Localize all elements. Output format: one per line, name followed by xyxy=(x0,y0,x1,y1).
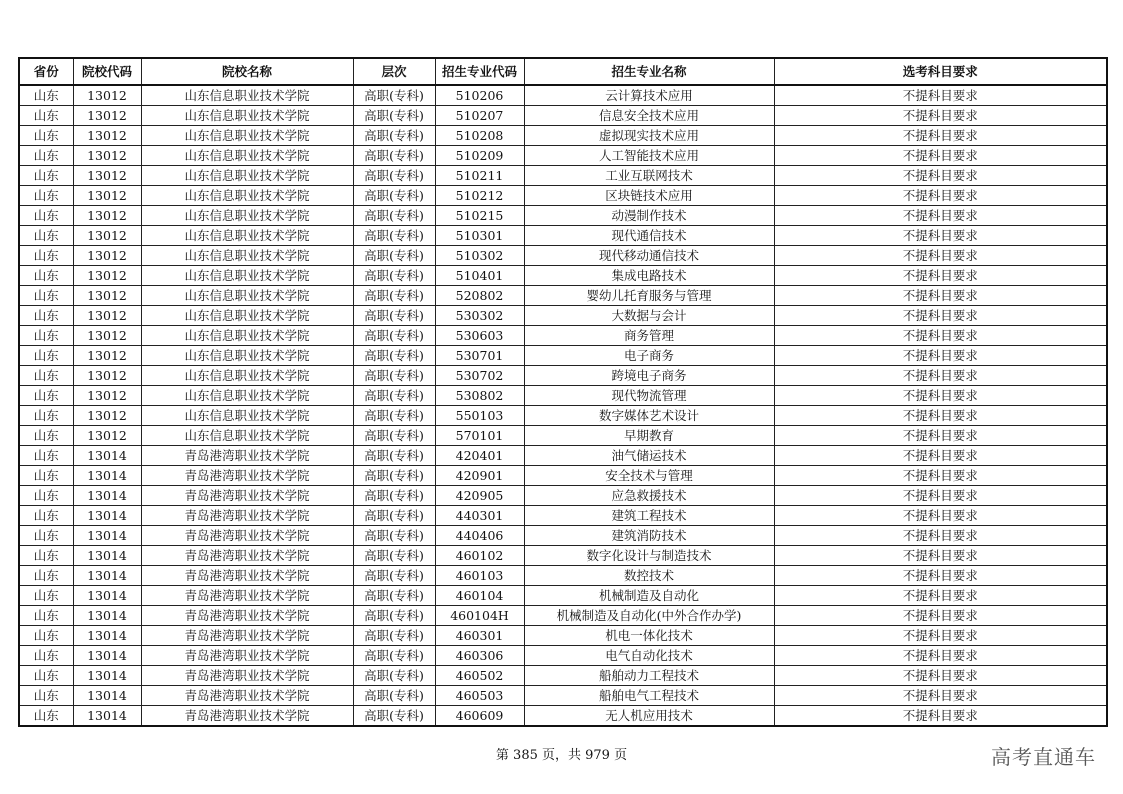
table-row xyxy=(19,606,1107,626)
table-row xyxy=(19,306,1107,326)
cell-level: 高职(专科) xyxy=(353,266,435,286)
cell-school-code: 13012 xyxy=(73,206,141,226)
cell-major-code: 530603 xyxy=(435,326,524,346)
cell-major-name: 机电一体化技术 xyxy=(524,626,774,646)
table-row xyxy=(19,246,1107,266)
cell-major-code: 440301 xyxy=(435,506,524,526)
cell-school-name: 山东信息职业技术学院 xyxy=(141,246,353,266)
cell-school-code: 13014 xyxy=(73,686,141,706)
cell-major-name: 商务管理 xyxy=(524,326,774,346)
cell-school-name: 青岛港湾职业技术学院 xyxy=(141,446,353,466)
cell-major-name: 婴幼儿托育服务与管理 xyxy=(524,286,774,306)
cell-province: 山东 xyxy=(19,186,73,206)
cell-province: 山东 xyxy=(19,346,73,366)
cell-major-code: 460301 xyxy=(435,626,524,646)
cell-major-code: 530702 xyxy=(435,366,524,386)
table-row xyxy=(19,186,1107,206)
table-row xyxy=(19,646,1107,666)
table-header xyxy=(19,58,1107,85)
cell-school-code: 13012 xyxy=(73,366,141,386)
cell-level: 高职(专科) xyxy=(353,206,435,226)
cell-major-name: 云计算技术应用 xyxy=(524,85,774,106)
header-province: 省份 xyxy=(19,58,73,85)
cell-province: 山东 xyxy=(19,546,73,566)
cell-subject-requirement: 不提科目要求 xyxy=(774,586,1107,606)
cell-level: 高职(专科) xyxy=(353,366,435,386)
cell-school-name: 青岛港湾职业技术学院 xyxy=(141,506,353,526)
cell-major-name: 电子商务 xyxy=(524,346,774,366)
cell-school-code: 13012 xyxy=(73,326,141,346)
cell-major-code: 510301 xyxy=(435,226,524,246)
cell-school-code: 13012 xyxy=(73,166,141,186)
cell-level: 高职(专科) xyxy=(353,346,435,366)
cell-level: 高职(专科) xyxy=(353,586,435,606)
cell-subject-requirement: 不提科目要求 xyxy=(774,686,1107,706)
cell-school-code: 13014 xyxy=(73,586,141,606)
header-major-code: 招生专业代码 xyxy=(435,58,524,85)
cell-subject-requirement: 不提科目要求 xyxy=(774,166,1107,186)
cell-subject-requirement: 不提科目要求 xyxy=(774,566,1107,586)
cell-school-name: 山东信息职业技术学院 xyxy=(141,106,353,126)
cell-school-code: 13014 xyxy=(73,566,141,586)
cell-major-name: 虚拟现实技术应用 xyxy=(524,126,774,146)
cell-level: 高职(专科) xyxy=(353,386,435,406)
cell-level: 高职(专科) xyxy=(353,426,435,446)
cell-major-name: 动漫制作技术 xyxy=(524,206,774,226)
cell-level: 高职(专科) xyxy=(353,326,435,346)
cell-school-code: 13014 xyxy=(73,706,141,727)
cell-major-name: 无人机应用技术 xyxy=(524,706,774,727)
cell-school-name: 山东信息职业技术学院 xyxy=(141,406,353,426)
cell-subject-requirement: 不提科目要求 xyxy=(774,106,1107,126)
cell-school-name: 山东信息职业技术学院 xyxy=(141,366,353,386)
cell-level: 高职(专科) xyxy=(353,166,435,186)
table-row xyxy=(19,506,1107,526)
cell-major-code: 460102 xyxy=(435,546,524,566)
cell-level: 高职(专科) xyxy=(353,106,435,126)
table-row xyxy=(19,286,1107,306)
cell-level: 高职(专科) xyxy=(353,666,435,686)
table-row xyxy=(19,85,1107,106)
cell-province: 山东 xyxy=(19,306,73,326)
cell-school-code: 13014 xyxy=(73,446,141,466)
cell-level: 高职(专科) xyxy=(353,246,435,266)
cell-school-code: 13012 xyxy=(73,186,141,206)
cell-province: 山东 xyxy=(19,566,73,586)
cell-subject-requirement: 不提科目要求 xyxy=(774,306,1107,326)
cell-major-code: 510302 xyxy=(435,246,524,266)
cell-school-name: 山东信息职业技术学院 xyxy=(141,386,353,406)
cell-subject-requirement: 不提科目要求 xyxy=(774,346,1107,366)
cell-province: 山东 xyxy=(19,386,73,406)
cell-school-code: 13014 xyxy=(73,626,141,646)
cell-major-name: 现代移动通信技术 xyxy=(524,246,774,266)
cell-school-name: 山东信息职业技术学院 xyxy=(141,186,353,206)
cell-school-code: 13012 xyxy=(73,406,141,426)
cell-major-name: 区块链技术应用 xyxy=(524,186,774,206)
cell-level: 高职(专科) xyxy=(353,286,435,306)
cell-major-name: 现代通信技术 xyxy=(524,226,774,246)
cell-school-name: 山东信息职业技术学院 xyxy=(141,346,353,366)
table-row xyxy=(19,466,1107,486)
cell-major-name: 集成电路技术 xyxy=(524,266,774,286)
cell-subject-requirement: 不提科目要求 xyxy=(774,206,1107,226)
cell-school-name: 山东信息职业技术学院 xyxy=(141,306,353,326)
cell-school-code: 13014 xyxy=(73,606,141,626)
cell-major-name: 大数据与会计 xyxy=(524,306,774,326)
cell-school-code: 13012 xyxy=(73,346,141,366)
cell-subject-requirement: 不提科目要求 xyxy=(774,506,1107,526)
cell-subject-requirement: 不提科目要求 xyxy=(774,406,1107,426)
table-row xyxy=(19,106,1107,126)
cell-level: 高职(专科) xyxy=(353,546,435,566)
cell-school-code: 13012 xyxy=(73,85,141,106)
table-row xyxy=(19,206,1107,226)
cell-major-code: 570101 xyxy=(435,426,524,446)
cell-school-code: 13014 xyxy=(73,526,141,546)
table-row xyxy=(19,386,1107,406)
cell-level: 高职(专科) xyxy=(353,606,435,626)
cell-province: 山东 xyxy=(19,286,73,306)
cell-province: 山东 xyxy=(19,506,73,526)
cell-subject-requirement: 不提科目要求 xyxy=(774,386,1107,406)
cell-subject-requirement: 不提科目要求 xyxy=(774,286,1107,306)
table-row xyxy=(19,266,1107,286)
cell-province: 山东 xyxy=(19,706,73,727)
cell-level: 高职(专科) xyxy=(353,226,435,246)
table-row xyxy=(19,566,1107,586)
cell-school-name: 青岛港湾职业技术学院 xyxy=(141,626,353,646)
table-row xyxy=(19,526,1107,546)
cell-subject-requirement: 不提科目要求 xyxy=(774,366,1107,386)
cell-province: 山东 xyxy=(19,206,73,226)
cell-school-code: 13012 xyxy=(73,306,141,326)
cell-school-code: 13014 xyxy=(73,486,141,506)
cell-school-name: 青岛港湾职业技术学院 xyxy=(141,606,353,626)
cell-school-name: 山东信息职业技术学院 xyxy=(141,85,353,106)
cell-province: 山东 xyxy=(19,426,73,446)
cell-level: 高职(专科) xyxy=(353,85,435,106)
cell-school-name: 青岛港湾职业技术学院 xyxy=(141,586,353,606)
cell-major-code: 460503 xyxy=(435,686,524,706)
cell-subject-requirement: 不提科目要求 xyxy=(774,266,1107,286)
cell-subject-requirement: 不提科目要求 xyxy=(774,606,1107,626)
cell-level: 高职(专科) xyxy=(353,466,435,486)
cell-major-code: 440406 xyxy=(435,526,524,546)
cell-school-name: 山东信息职业技术学院 xyxy=(141,226,353,246)
cell-major-name: 数字化设计与制造技术 xyxy=(524,546,774,566)
cell-major-code: 420905 xyxy=(435,486,524,506)
cell-major-code: 510208 xyxy=(435,126,524,146)
cell-school-name: 山东信息职业技术学院 xyxy=(141,206,353,226)
cell-major-name: 信息安全技术应用 xyxy=(524,106,774,126)
cell-level: 高职(专科) xyxy=(353,646,435,666)
cell-school-code: 13014 xyxy=(73,546,141,566)
cell-school-name: 山东信息职业技术学院 xyxy=(141,286,353,306)
cell-level: 高职(专科) xyxy=(353,706,435,727)
table-row xyxy=(19,706,1107,727)
header-school-name: 院校名称 xyxy=(141,58,353,85)
cell-level: 高职(专科) xyxy=(353,566,435,586)
cell-school-name: 山东信息职业技术学院 xyxy=(141,166,353,186)
cell-province: 山东 xyxy=(19,486,73,506)
cell-province: 山东 xyxy=(19,526,73,546)
cell-school-name: 山东信息职业技术学院 xyxy=(141,326,353,346)
cell-major-code: 550103 xyxy=(435,406,524,426)
cell-major-code: 420901 xyxy=(435,466,524,486)
cell-province: 山东 xyxy=(19,366,73,386)
cell-school-code: 13012 xyxy=(73,226,141,246)
cell-major-code: 460103 xyxy=(435,566,524,586)
admission-table xyxy=(18,57,1108,727)
cell-school-name: 青岛港湾职业技术学院 xyxy=(141,706,353,727)
cell-major-name: 数字媒体艺术设计 xyxy=(524,406,774,426)
cell-subject-requirement: 不提科目要求 xyxy=(774,706,1107,727)
cell-school-name: 青岛港湾职业技术学院 xyxy=(141,646,353,666)
cell-province: 山东 xyxy=(19,466,73,486)
cell-major-code: 520802 xyxy=(435,286,524,306)
cell-major-name: 安全技术与管理 xyxy=(524,466,774,486)
cell-province: 山东 xyxy=(19,686,73,706)
cell-major-code: 510209 xyxy=(435,146,524,166)
header-level: 层次 xyxy=(353,58,435,85)
table-row xyxy=(19,666,1107,686)
cell-major-code: 510207 xyxy=(435,106,524,126)
cell-subject-requirement: 不提科目要求 xyxy=(774,446,1107,466)
cell-level: 高职(专科) xyxy=(353,626,435,646)
cell-major-name: 船舶电气工程技术 xyxy=(524,686,774,706)
cell-level: 高职(专科) xyxy=(353,406,435,426)
table-row xyxy=(19,406,1107,426)
table-row xyxy=(19,626,1107,646)
cell-major-code: 460502 xyxy=(435,666,524,686)
cell-major-name: 机械制造及自动化(中外合作办学) xyxy=(524,606,774,626)
cell-major-code: 460609 xyxy=(435,706,524,727)
cell-school-name: 青岛港湾职业技术学院 xyxy=(141,466,353,486)
cell-level: 高职(专科) xyxy=(353,186,435,206)
cell-school-name: 青岛港湾职业技术学院 xyxy=(141,666,353,686)
cell-school-code: 13012 xyxy=(73,426,141,446)
cell-school-code: 13014 xyxy=(73,506,141,526)
cell-level: 高职(专科) xyxy=(353,506,435,526)
table-row xyxy=(19,166,1107,186)
cell-major-name: 机械制造及自动化 xyxy=(524,586,774,606)
cell-school-code: 13014 xyxy=(73,466,141,486)
cell-province: 山东 xyxy=(19,326,73,346)
table-row xyxy=(19,366,1107,386)
table-row xyxy=(19,446,1107,466)
cell-major-name: 数控技术 xyxy=(524,566,774,586)
cell-province: 山东 xyxy=(19,406,73,426)
cell-major-code: 460104 xyxy=(435,586,524,606)
table-body xyxy=(19,85,1107,726)
table-row xyxy=(19,686,1107,706)
cell-major-name: 建筑消防技术 xyxy=(524,526,774,546)
cell-school-code: 13012 xyxy=(73,386,141,406)
cell-major-name: 早期教育 xyxy=(524,426,774,446)
cell-level: 高职(专科) xyxy=(353,126,435,146)
table-row xyxy=(19,426,1107,446)
cell-province: 山东 xyxy=(19,85,73,106)
cell-subject-requirement: 不提科目要求 xyxy=(774,246,1107,266)
cell-school-code: 13012 xyxy=(73,286,141,306)
cell-province: 山东 xyxy=(19,106,73,126)
cell-major-name: 现代物流管理 xyxy=(524,386,774,406)
cell-subject-requirement: 不提科目要求 xyxy=(774,646,1107,666)
cell-major-name: 电气自动化技术 xyxy=(524,646,774,666)
cell-level: 高职(专科) xyxy=(353,446,435,466)
cell-subject-requirement: 不提科目要求 xyxy=(774,466,1107,486)
header-subject-requirement: 选考科目要求 xyxy=(774,58,1107,85)
cell-subject-requirement: 不提科目要求 xyxy=(774,626,1107,646)
table-row xyxy=(19,146,1107,166)
cell-subject-requirement: 不提科目要求 xyxy=(774,326,1107,346)
cell-level: 高职(专科) xyxy=(353,486,435,506)
cell-province: 山东 xyxy=(19,266,73,286)
cell-province: 山东 xyxy=(19,446,73,466)
cell-subject-requirement: 不提科目要求 xyxy=(774,666,1107,686)
cell-subject-requirement: 不提科目要求 xyxy=(774,546,1107,566)
cell-major-name: 人工智能技术应用 xyxy=(524,146,774,166)
table-row xyxy=(19,586,1107,606)
cell-school-code: 13012 xyxy=(73,106,141,126)
cell-subject-requirement: 不提科目要求 xyxy=(774,85,1107,106)
cell-subject-requirement: 不提科目要求 xyxy=(774,226,1107,246)
cell-subject-requirement: 不提科目要求 xyxy=(774,126,1107,146)
cell-school-code: 13012 xyxy=(73,266,141,286)
cell-school-name: 山东信息职业技术学院 xyxy=(141,126,353,146)
cell-level: 高职(专科) xyxy=(353,306,435,326)
cell-school-name: 青岛港湾职业技术学院 xyxy=(141,546,353,566)
cell-level: 高职(专科) xyxy=(353,526,435,546)
cell-major-name: 跨境电子商务 xyxy=(524,366,774,386)
cell-school-name: 青岛港湾职业技术学院 xyxy=(141,526,353,546)
cell-major-name: 油气储运技术 xyxy=(524,446,774,466)
cell-major-name: 工业互联网技术 xyxy=(524,166,774,186)
cell-province: 山东 xyxy=(19,586,73,606)
table-row xyxy=(19,226,1107,246)
cell-major-code: 460104H xyxy=(435,606,524,626)
cell-major-code: 510211 xyxy=(435,166,524,186)
cell-school-name: 山东信息职业技术学院 xyxy=(141,426,353,446)
table-row xyxy=(19,546,1107,566)
table-row xyxy=(19,326,1107,346)
cell-subject-requirement: 不提科目要求 xyxy=(774,186,1107,206)
cell-province: 山东 xyxy=(19,166,73,186)
cell-major-name: 建筑工程技术 xyxy=(524,506,774,526)
cell-school-name: 青岛港湾职业技术学院 xyxy=(141,566,353,586)
cell-school-name: 青岛港湾职业技术学院 xyxy=(141,686,353,706)
cell-school-code: 13012 xyxy=(73,126,141,146)
cell-province: 山东 xyxy=(19,246,73,266)
page-number: 第 385 页，共 979 页 xyxy=(495,748,628,763)
cell-province: 山东 xyxy=(19,646,73,666)
cell-school-code: 13012 xyxy=(73,146,141,166)
cell-province: 山东 xyxy=(19,626,73,646)
cell-subject-requirement: 不提科目要求 xyxy=(774,526,1107,546)
watermark-logo: 高考直通车 xyxy=(991,745,1096,769)
cell-major-name: 应急救援技术 xyxy=(524,486,774,506)
table-row xyxy=(19,346,1107,366)
cell-province: 山东 xyxy=(19,146,73,166)
cell-subject-requirement: 不提科目要求 xyxy=(774,486,1107,506)
cell-major-code: 530302 xyxy=(435,306,524,326)
cell-major-code: 420401 xyxy=(435,446,524,466)
table-row xyxy=(19,126,1107,146)
cell-subject-requirement: 不提科目要求 xyxy=(774,146,1107,166)
cell-major-name: 船舶动力工程技术 xyxy=(524,666,774,686)
cell-province: 山东 xyxy=(19,666,73,686)
cell-school-code: 13012 xyxy=(73,246,141,266)
cell-major-code: 460306 xyxy=(435,646,524,666)
cell-province: 山东 xyxy=(19,606,73,626)
header-major-name: 招生专业名称 xyxy=(524,58,774,85)
cell-province: 山东 xyxy=(19,226,73,246)
cell-school-code: 13014 xyxy=(73,666,141,686)
cell-school-name: 山东信息职业技术学院 xyxy=(141,146,353,166)
cell-province: 山东 xyxy=(19,126,73,146)
cell-school-code: 13014 xyxy=(73,646,141,666)
cell-school-name: 青岛港湾职业技术学院 xyxy=(141,486,353,506)
table-row xyxy=(19,486,1107,506)
cell-major-code: 530802 xyxy=(435,386,524,406)
cell-subject-requirement: 不提科目要求 xyxy=(774,426,1107,446)
cell-major-code: 510206 xyxy=(435,85,524,106)
header-row xyxy=(19,58,1107,85)
cell-major-code: 510212 xyxy=(435,186,524,206)
cell-major-code: 530701 xyxy=(435,346,524,366)
header-school-code: 院校代码 xyxy=(73,58,141,85)
cell-level: 高职(专科) xyxy=(353,146,435,166)
cell-level: 高职(专科) xyxy=(353,686,435,706)
cell-school-name: 山东信息职业技术学院 xyxy=(141,266,353,286)
cell-major-code: 510401 xyxy=(435,266,524,286)
cell-major-code: 510215 xyxy=(435,206,524,226)
